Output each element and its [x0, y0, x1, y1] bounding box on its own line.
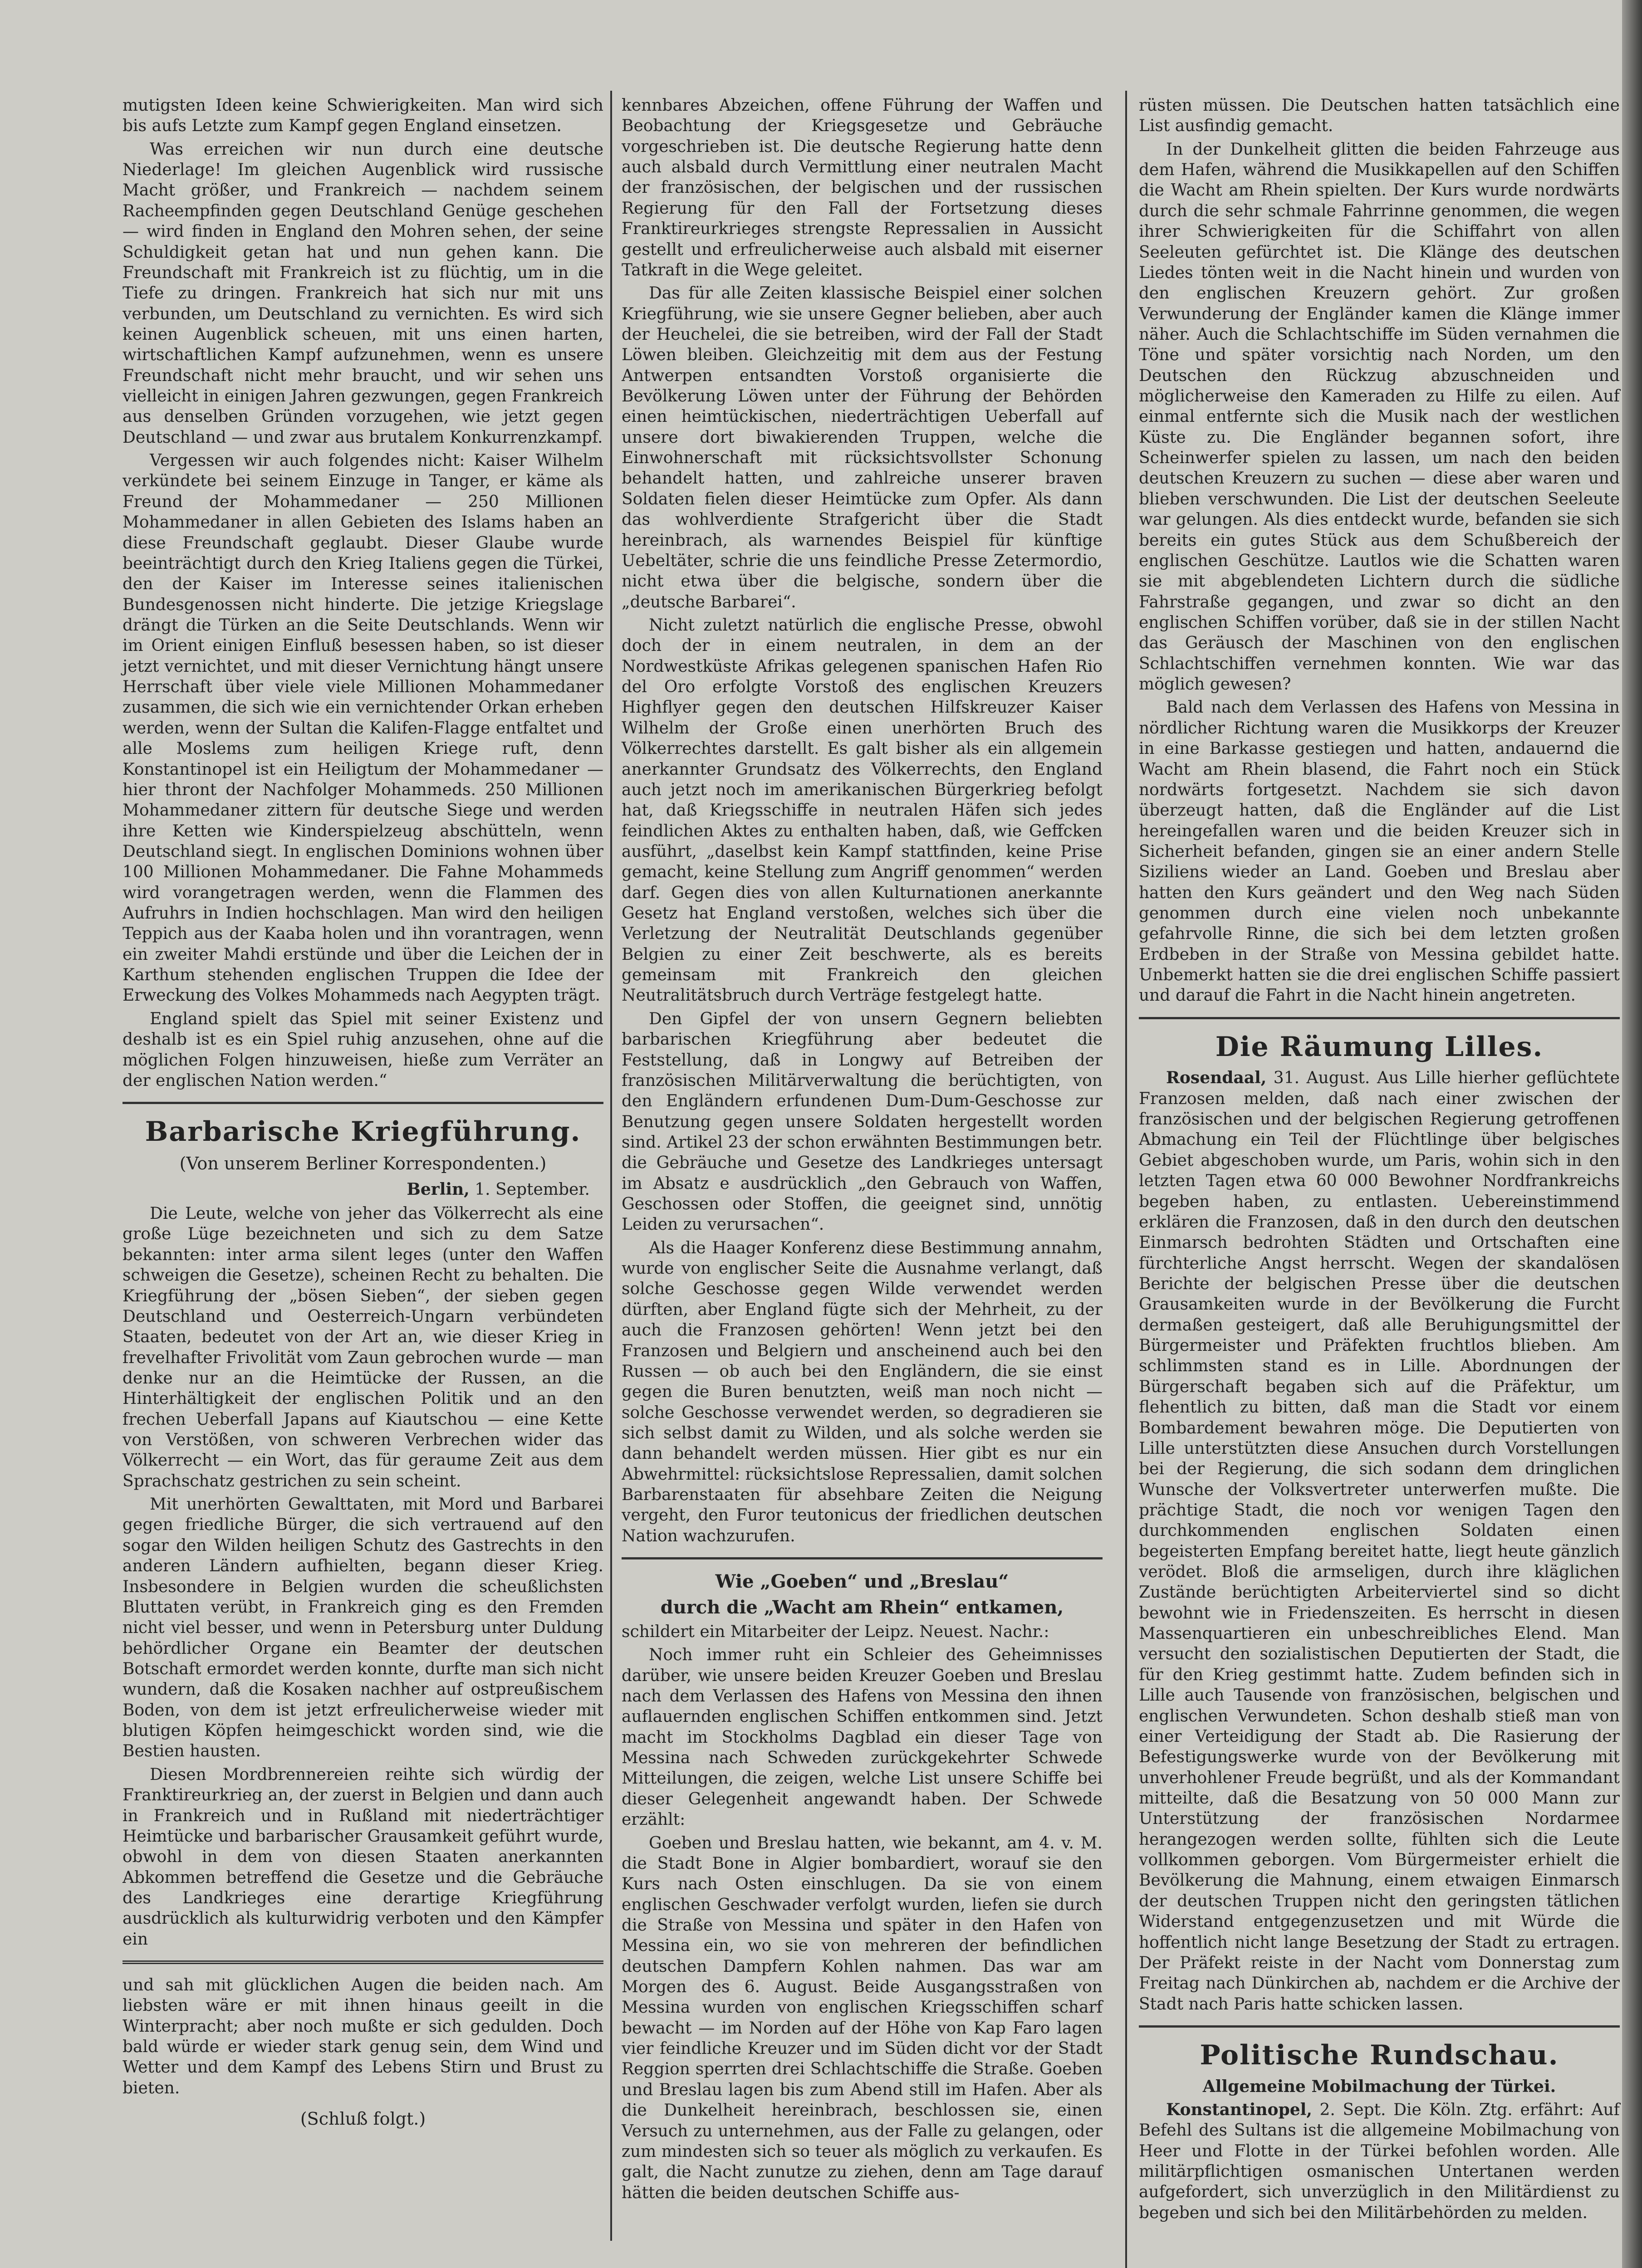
paragraph: Vergessen wir auch folgendes nicht: Kaiser Wilhelm verkündete bei seinem Einzuge in Tanger, er käme als Freund der Mohammedaner — 250 Millionen Mohammedaner in allen Gebieten des Islams haben an diese Freundschaft geglaubt. Dieser Glaube wurde beeinträchtigt durch den Krieg Italiens gegen die Türkei, den der Kaiser im Interesse seines italienischen Bundesgenossen nicht hinderte. Die jetzige Kriegslage drängt die Türken an die Seite Deutschlands. Wenn wir im Orient einigen Einfluß besessen haben, so ist dieser jetzt vernichtet, und mit dieser Vernichtung hängt unsere Herrschaft über viele viele Millionen Mohammedaner zusammen, die sich wie ein vernichtender Orkan erheben werden, wenn der Sultan die Kalifen-Flagge entfaltet und alle Moslems zum heiligen Kriege ruft, denn Konstantinopel ist ein Heiligtum der Mohammedaner — hier thront der Nachfolger Mohammeds. 250 Millionen Mohammedaner zittern für deutsche Siege und werden ihre Ketten wie Kinderspielzeug abschütteln, wenn Deutschland siegt. In englischen Dominions wohnen über 100 Millionen Mohammedaner. Die Fahne Mohammeds wird vorangetragen werden, wenn die Flammen des Aufruhrs in Indien hochschlagen. Man wird den heiligen Teppich aus der Kaaba holen und ihn vorantragen, wenn ein zweiter Mahdi erstünde und über die Leichen der in Karthum stehenden englischen Truppen die Idee der Erweckung des Volkes Mohammeds nach Aegypten trägt. [123, 451, 603, 1005]
paragraph: Den Gipfel der von unsern Gegnern beliebten barbarischen Kriegführung aber bedeutet die Feststellung, daß in Longwy auf Betreiben der französischen Militärverwaltung die berüchtigten, von den Engländern erfundenen Dum-Dum-Geschosse zur Benutzung gegen unsere Soldaten hergestellt worden sind. Artikel 23 der schon erwähnten Bestimmungen betr. die Gebräuche und Gesetze des Landkrieges untersagt im Absatz e ausdrücklich „den Gebrauch von Waffen, Geschossen oder Stoffen, die geeignet sind, unnötig Leiden zu verursachen“. [622, 1009, 1103, 1234]
section-divider [123, 1102, 603, 1104]
paragraph: mutigsten Ideen keine Schwierigkeiten. Man wird sich bis aufs Letzte zum Kampf gegen England einsetzen. [123, 96, 603, 136]
paragraph: England spielt das Spiel mit seiner Existenz und deshalb ist es ein Spiel ruhig anzusehen, ohne auf die möglichen Folgen hinzuweisen, hieße zum Verräter an der englischen Nation werden.“ [123, 1009, 603, 1090]
paragraph: Als die Haager Konferenz diese Bestimmung annahm, wurde von englischer Seite die Ausnahme verlangt, daß solche Geschosse gegen Wilde verwendet werden dürften, aber England fügte sich der Mehrheit, zu der auch die Franzosen gehörten! Wenn jetzt bei den Franzosen und Belgiern und anscheinend auch bei den Russen — ob auch bei den Engländern, die sie einst gegen die Buren benutzten, weiß man noch nicht — solche Geschosse verwendet werden, so degradieren sie sich selbst damit zu Wilden, und als solche werden sie dann behandelt werden müssen. Hier gibt es nur ein Abwehrmittel: rücksichtslose Repressalien, damit solchen Barbarenstaaten für absehbare Zeiten die Neigung vergeht, den Furor teutonicus der friedlichen deutschen Nation wachzurufen. [622, 1238, 1103, 1545]
article-headline: Allgemeine Mobilmachung der Türkei. [1202, 2077, 1556, 2096]
feuilleton-divider [123, 1960, 603, 1964]
paragraph: Das für alle Zeiten klassische Beispiel einer solchen Kriegführung, wie sie unsere Gegner belieben, aber auch der Heuchelei, die sie betreiben, wird der Fall der Stadt Löwen bleiben. Gleichzeitig mit dem aus der Festung Antwerpen entsandten Vorstoß organisierte die Bevölkerung Löwen unter der Führung der Behörden einen heimtückischen, niederträchtigen Ueberfall auf unsere dort biwakierenden Truppen, welche die Einwohnerschaft mit rücksichtsvollster Schonung behandelt hatten, und zahlreiche unserer braven Soldaten fielen dieser Heimtücke zum Opfer. Als dann das wohlverdiente Strafgericht über die Stadt hereinbrach, als warnendes Beispiel für künftige Uebeltäter, schrie die uns feindliche Presse Zetermordio, nicht etwa über die belgische, sondern über die „deutsche Barbarei“. [622, 284, 1103, 611]
column-rule-left [610, 91, 612, 2241]
article-headline-line2: durch die „Wacht am Rhein“ entkamen, [660, 1596, 1064, 1618]
paragraph-text: Aus Lille hierher geflüchtete Franzosen melden, daß nach einer zwischen der französischen und der belgischen Regierung getroffenen Abmachung ein Teil der Flüchtlinge über belgisches Gebiet abgeschoben wurde, um Paris, wohin sich in den letzten Tagen etwa 60 000 Bewohner Nordfrankreichs begeben haben, zu entlasten. Uebereinstimmend erklären die Franzosen, daß in den durch den deutschen Einmarsch bedrohten Städten und Ortschaften eine fürchterliche Angst herrscht. Wegen der skandalösen Berichte der belgischen Presse über die deutschen Grausamkeiten wurde in der Bevölkerung die Furcht dermaßen gesteigert, daß alle Beruhigungsmittel der Bürgermeister und Präfekten fruchtlos blieben. Am schlimmsten stand es in Lille. Abordnungen der Bürgerschaft begaben sich auf die Präfektur, um flehentlich zu bitten, daß man die Stadt vor einem Bombardement bewahren möge. Die Deputierten von Lille unterstützten diese Ansuchen durch Vorstellungen bei der Regierung, die sich sodann dem dringlichen Wunsche der Volksvertreter unterwerfen mußte. Die prächtige Stadt, die noch vor wenigen Tagen den durchkommenden englischen Soldaten einen begeisterten Empfang bereitet hatte, liegt heute gänzlich verödet. Bloß die armseligen, durch ihre kläglichen Zustände berüchtigten Arbeiterviertel sind so dicht bewohnt wie in Friedenszeiten. Es herrscht in diesen Massenquartieren ein unbeschreibliches Elend. Man versucht den sozialistischen Deputierten der Stadt, die für den Krieg gestimmt hatte. Zudem befinden sich in Lille auch Tausende von französischen, belgischen und englischen Verwundeten. Schon deshalb stieß man von einer Verteidigung der Stadt ab. Die Rasierung der Befestigungswerke wurde von der Bevölkerung mit unverhohlener Freude begrüßt, und als der Kommandant mitteilte, daß die Besatzung von 50 000 Mann zur Unterstützung der französischen Nordarmee herangezogen werden sollte, fühlten sich die Leute vollkommen geborgen. Vom Bürgermeister erhielt die Bevölkerung die Mahnung, einem etwaigen Einmarsch der deutschen Truppen nicht den geringsten tätlichen Widerstand entgegenzusetzen und mit Würde die hoffentlich nicht lange Besetzung der Stadt zu ertragen. Der Präfekt reiste in der Nacht vom Donnerstag zum Freitag nach Dünkirchen ab, nachdem er die Archive der Stadt nach Paris hatte schicken lassen. [1139, 1069, 1620, 2014]
column-right [1139, 95, 1620, 2226]
paragraph: Mit unerhörten Gewalttaten, mit Mord und Barbarei gegen friedliche Bürger, die sich vertrauend auf den sogar den Wilden heiligen Schutz des Gastrechts in den anderen Ländern aufhielten, begann dieser Krieg. Insbesondere in Belgien wurden die scheußlichsten Bluttaten verübt, in Frankreich ging es den Fremden nicht viel besser, und wenn in Petersburg unter Duldung behördlicher Organe ein Beamter der deutschen Botschaft ermordet werden konnte, durfte man sich nicht wundern, daß die Kosaken nachher auf ostpreußischem Boden, von dem ist jetzt erfreulicherweise wieder mit blutigen Köpfen heimgeschickt worden sind, wie die Bestien hausten. [123, 1495, 603, 1761]
article-headline-line1: Wie „Goeben“ und „Breslau“ [715, 1571, 1009, 1593]
dateline-place: Berlin, [407, 1179, 470, 1199]
article-dateline [123, 1179, 590, 1200]
paragraph: kennbares Abzeichen, offene Führung der Waffen und Beobachtung der Kriegsgesetze und Gebräuche vorgeschrieben ist. Die deutsche Regierung hatte denn auch alsbald durch Vermittlung einer neutralen Macht der französischen, der belgischen und der russischen Regierung für den Fall der Fortsetzung dieses Franktireurkrieges strengste Repressalien in Aussicht gestellt und erfreulicherweise auch alsbald mit eiserner Tatkraft in die Wege geleitet. [622, 96, 1103, 279]
article-headline: Die Räumung Lilles. [1215, 1031, 1544, 1063]
page-edge-shadow [1622, 0, 1642, 2268]
paragraph: Bald nach dem Verlassen des Hafens von Messina in nördlicher Richtung waren die Musikkorps der Kreuzer in eine Barkasse gestiegen und hatten, andauernd die Wacht am Rhein blasend, die Fahrt noch ein Stück nordwärts fortgesetzt. Nachdem sie sich davon überzeugt hatten, daß die Engländer auf die List hereingefallen waren und die beiden Kreuzer sich in Sicherheit befanden, gingen sie an einer andern Stelle Siziliens wieder an Land. Goeben und Breslau aber hatten den Kurs geändert und den Weg nach Süden genommen durch eine vielen noch unbekannte gefahrvolle Rinne, die sich bei dem letzten großen Erdbeben in der Straße von Messina gebildet hatte. Unbemerkt hatten sie die drei englischen Schiffe passiert und darauf die Fahrt in die Nacht hinein angetreten. [1139, 698, 1620, 1005]
section-divider [1139, 2025, 1620, 2028]
column-middle [622, 95, 1103, 2206]
article-lead: schildert ein Mitarbeiter der Leipz. Neuest. Nachr.: [622, 1622, 1049, 1641]
dateline-place: Konstantinopel, [1166, 2100, 1312, 2119]
dateline-date: 31. August. [1273, 1069, 1370, 1088]
column-rule-right [1125, 91, 1127, 2268]
paragraph: Diesen Mordbrennereien reihte sich würdig der Franktireurkrieg an, der zuerst in Belgien und dann auch in Frankreich und in Rußland mit niederträchtiger Heimtücke und barbarischer Grausamkeit geführt wurde, obwohl in dem von diesen Staaten anerkannten Abkommen betreffend die Gesetze und die Gebräuche des Landkrieges eine derartige Kriegführung ausdrücklich als kulturwidrig verboten und den Kämpfer ein [123, 1765, 603, 1949]
dateline-date: 2. Sept. [1319, 2100, 1386, 2119]
paragraph: In der Dunkelheit glitten die beiden Fahrzeuge aus dem Hafen, während die Musikkapellen auf den Schiffen die Wacht am Rhein spielten. Der Kurs wurde nordwärts durch die sehr schmale Fahrrinne genommen, die wegen ihrer Schwierigkeiten für die Schiffahrt von allen Seeleuten gefürchtet ist. Die Klänge des deutschen Liedes tönten weit in die Nacht hinein und wurden von den englischen Kreuzern gehört. Zur großen Verwunderung der Engländer kamen die Klänge immer näher. Auch die Schlachtschiffe im Süden vernahmen die Töne und später vorsichtig nach Norden, um den Deutschen den Rückzug abzuschneiden und möglicherweise den Kameraden zu Hilfe zu eilen. Auf einmal entfernte sich die Musik nach der westlichen Küste zu. Die Engländer begannen sofort, ihre Scheinwerfer spielen zu lassen, um nach den beiden deutschen Kreuzern zu suchen — diese aber waren und blieben verschwunden. Die List der deutschen Seeleute war gelungen. Als dies entdeckt wurde, befanden sie sich bereits ein gutes Stück aus dem Schußbereich der englischen Geschütze. Lautlos wie die Schatten waren sie mit abgeblendeten Lichtern durch die südliche Fahrstraße gegangen, und zwar so dicht an den englischen Schiffen vorüber, daß sie in der stillen Nacht das Geräusch der Maschinen von den englischen Schlachtschiffen vernehmen konnten. Wie war das möglich gewesen? [1139, 140, 1620, 694]
dateline-place: Rosendaal, [1166, 1068, 1267, 1088]
paragraph: Was erreichen wir nun durch eine deutsche Niederlage! Im gleichen Augenblick wird russische Macht größer, und Frankreich — nachdem seinem Racheempfinden gegen Deutschland Genüge geschehen — wird finden in England den Mohren sehen, der seine Schuldigkeit getan hat und nun gehen kann. Die Freundschaft mit Frankreich ist zu flüchtig, um in die Tiefe zu dringen. Frankreich hat sich nur mit uns verbunden, um Deutschland zu vernichten. Es wird sich keinen Augenblick scheuen, mit uns einen harten, wirtschaftlichen Kampf aufzunehmen, wenn es unsere Freundschaft nicht mehr braucht, und wir sehen uns vielleicht in einigen Jahren gezwungen, gegen Frankreich aus denselben Gründen vorzugehen, wie jetzt gegen Deutschland — und zwar aus brutalem Konkurrenzkampf. [123, 140, 603, 447]
paragraph: Die Leute, welche von jeher das Völkerrecht als eine große Lüge bezeichneten und sich zu dem Satze bekannten: inter arma silent leges (unter den Waffen schweigen die Gesetze), scheinen Recht zu behalten. Die Kriegführung der „bösen Sieben“, der sieben gegen Deutschland und Oesterreich-Ungarn verbündeten Staaten, bedeutet von der Art an, wie dieser Krieg in frevelhafter Frivolität vom Zaun gebrochen wurde — man denke nur an die Heimtücke der Russen, an die Hinterhältigkeit der englischen Politik und an den frechen Ueberfall Japans auf Kiautschou — eine Kette von Verstößen, von schweren Verbrechen wider das Völkerrecht — ein Wort, das für geraume Zeit aus dem Sprachschatz gestrichen zu sein scheint. [123, 1204, 603, 1491]
section-divider [622, 1557, 1103, 1559]
paragraph [1139, 1068, 1620, 2014]
article-byline: (Von unserem Berliner Korrespondenten.) [179, 1153, 547, 1173]
section-divider [1139, 1017, 1620, 1019]
paragraph: rüsten müssen. Die Deutschen hatten tatsächlich eine List ausfindig gemacht. [1139, 96, 1620, 136]
article-headline: Barbarische Kriegführung. [145, 1116, 581, 1148]
continuation-note: (Schluß folgt.) [300, 2109, 426, 2129]
column-left [123, 95, 603, 2130]
paragraph: Noch immer ruht ein Schleier des Geheimnisses darüber, wie unsere beiden Kreuzer Goeben und Breslau nach dem Verlassen des Hafens von Messina den ihnen auflauernden englischen Schiffen entkommen sind. Jetzt macht im Stockholms Dagblad ein dieser Tage von Messina nach Schweden zurückgekehrter Schwede Mitteilungen, die zeigen, welche List unsere Schiffe bei dieser Gelegenheit angewandt haben. Der Schwede erzählt: [622, 1646, 1103, 1829]
paragraph-text: Die Köln. Ztg. erfährt: Auf Befehl des Sultans ist die allgemeine Mobilmachung von Heer und Flotte in der Türkei befohlen worden. Alle militärpflichtigen osmanischen Untertanen werden aufgefordert, sich unverzüglich in den Militärdienst zu begeben und sich bei den Militärbehörden zu melden. [1139, 2100, 1620, 2222]
section-headline: Politische Rundschau. [1200, 2039, 1559, 2071]
dateline-date: 1. September. [475, 1180, 590, 1199]
paragraph: Nicht zuletzt natürlich die englische Presse, obwohl doch der in einem neutralen, in dem an der Nordwestküste Afrikas gelegenen spanischen Hafen Rio del Oro erfolgte Vorstoß des englischen Kreuzers Highflyer gegen den deutschen Hilfskreuzer Kaiser Wilhelm der Große einen unerhörten Bruch des Völkerrechtes darstellt. Es galt bisher als ein allgemein anerkannter Grundsatz des Völkerrechts, den England auch jetzt noch im amerikanischen Bürgerkrieg befolgt hat, daß Kriegsschiffe in neutralen Häfen sich jedes feindlichen Aktes zu enthalten haben, daß, wie Geffcken ausführt, „daselbst kein Kampf stattfinden, keine Prise gemacht, keine Stellung zum Angriff genommen“ werden darf. Gegen dies von allen Kulturnationen anerkannte Gesetz hat England verstoßen, welches sich über die Verletzung der Neutralität Deutschlands gegenüber Belgien zu einer Zeit beschwerte, als es bereits gemeinsam mit Frankreich den gleichen Neutralitätsbruch durch Verträge festgelegt hatte. [622, 616, 1103, 1005]
paragraph: und sah mit glücklichen Augen die beiden nach. Am liebsten wäre er mit ihnen hinaus geeilt in die Winterpracht; aber noch mußte er sich gedulden. Doch bald würde er wieder stark genug sein, dem Wind und Wetter und dem Kampf des Lebens Stirn und Brust zu bieten. [123, 1976, 603, 2097]
paragraph [1139, 2100, 1620, 2223]
paragraph: Goeben und Breslau hatten, wie bekannt, am 4. v. M. die Stadt Bone in Algier bombardiert, worauf sie den Kurs nach Osten einschlugen. Da sie von einem englischen Geschwader verfolgt wurden, liefen sie durch die Straße von Messina und später in den Hafen von Messina ein, wo sie von mehreren der befindlichen deutschen Dampfern Kohlen nahmen. Das war am Morgen des 6. August. Beide Ausgangsstraßen von Messina wurden von englischen Kriegsschiffen scharf bewacht — im Norden auf der Höhe von Kap Faro lagen vier feindliche Kreuzer und im Süden dicht vor der Stadt Reggion sperrten drei Schlachtschiffe die Straße. Goeben und Breslau lagen bis zum Abend still im Hafen. Aber als die Dunkelheit hereinbrach, beschlossen sie, einen Versuch zu unternehmen, aus der Falle zu gelangen, oder zum mindesten sich so teuer als möglich zu verkaufen. Es galt, die Nacht zunutze zu ziehen, denn am Tage darauf hätten die beiden deutschen Schiffe aus- [622, 1833, 1103, 2202]
